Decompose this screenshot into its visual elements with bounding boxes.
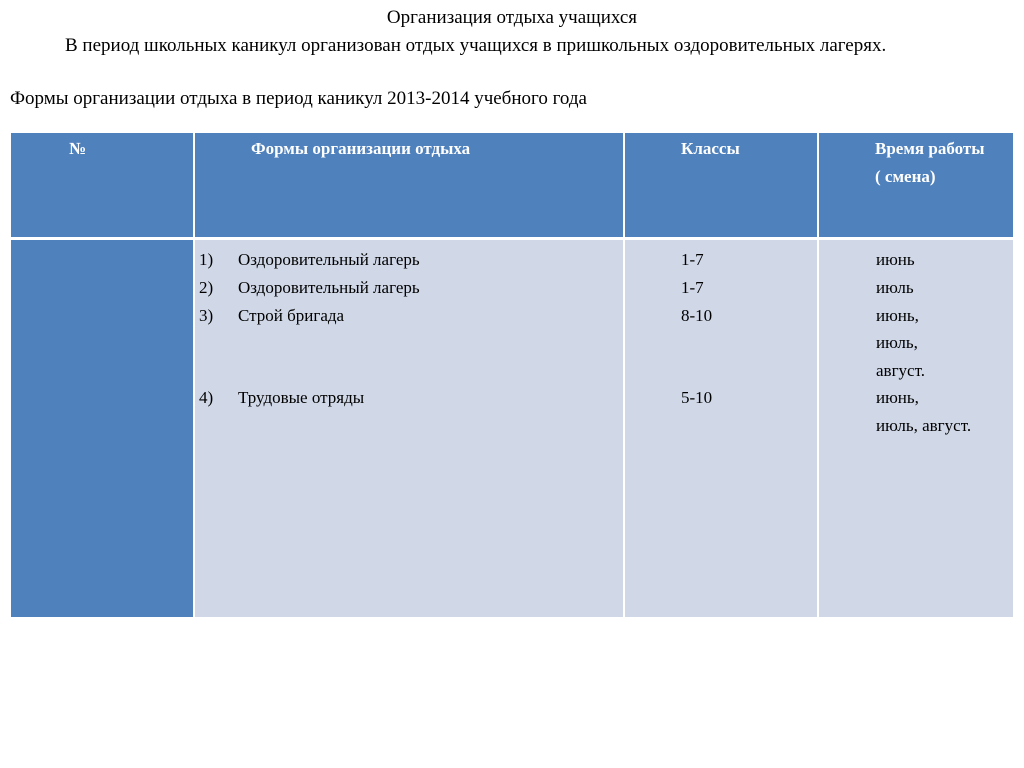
header-time — [819, 133, 1013, 237]
body-time-cell — [819, 240, 1013, 617]
header-time-line1: Время работы — [875, 139, 985, 158]
header-num: № — [11, 133, 193, 237]
time-line: июль — [876, 278, 914, 297]
time-line: август. — [876, 361, 925, 380]
item-classes: 1-7 — [681, 278, 704, 297]
header-classes: Классы — [625, 133, 817, 237]
body-forms-cell — [195, 240, 623, 617]
item-form: Трудовые отряды — [238, 388, 365, 407]
item-classes: 1-7 — [681, 250, 704, 269]
page-title: Организация отдыха учащихся — [386, 7, 638, 28]
body-classes-cell — [625, 240, 817, 617]
table-caption: Формы организации отдыха в период каникул 2013-2014 учебного года — [10, 88, 587, 109]
item-classes: 5-10 — [681, 388, 713, 407]
item-form: Оздоровительный лагерь — [238, 250, 420, 269]
item-number: 2) — [199, 278, 214, 297]
time-line: июнь, — [876, 388, 919, 407]
time-line: июль, — [876, 333, 918, 352]
item-form: Строй бригада — [238, 306, 345, 325]
header-time-line2: ( смена) — [875, 167, 936, 186]
time-line: июнь — [876, 250, 915, 269]
body-num-cell — [11, 240, 193, 617]
header-forms: Формы организации отдыха — [195, 133, 623, 237]
time-line: июнь, — [876, 306, 919, 325]
rest-forms-table — [11, 133, 1013, 617]
item-form: Оздоровительный лагерь — [238, 278, 420, 297]
item-number: 4) — [199, 388, 214, 407]
item-number: 3) — [199, 306, 214, 325]
intro-paragraph: В период школьных каникул организован отдых учащихся в пришкольных оздоровительных лагерях. — [65, 35, 887, 56]
item-number: 1) — [199, 250, 214, 269]
item-classes: 8-10 — [681, 306, 713, 325]
time-line: июль, август. — [876, 416, 972, 435]
